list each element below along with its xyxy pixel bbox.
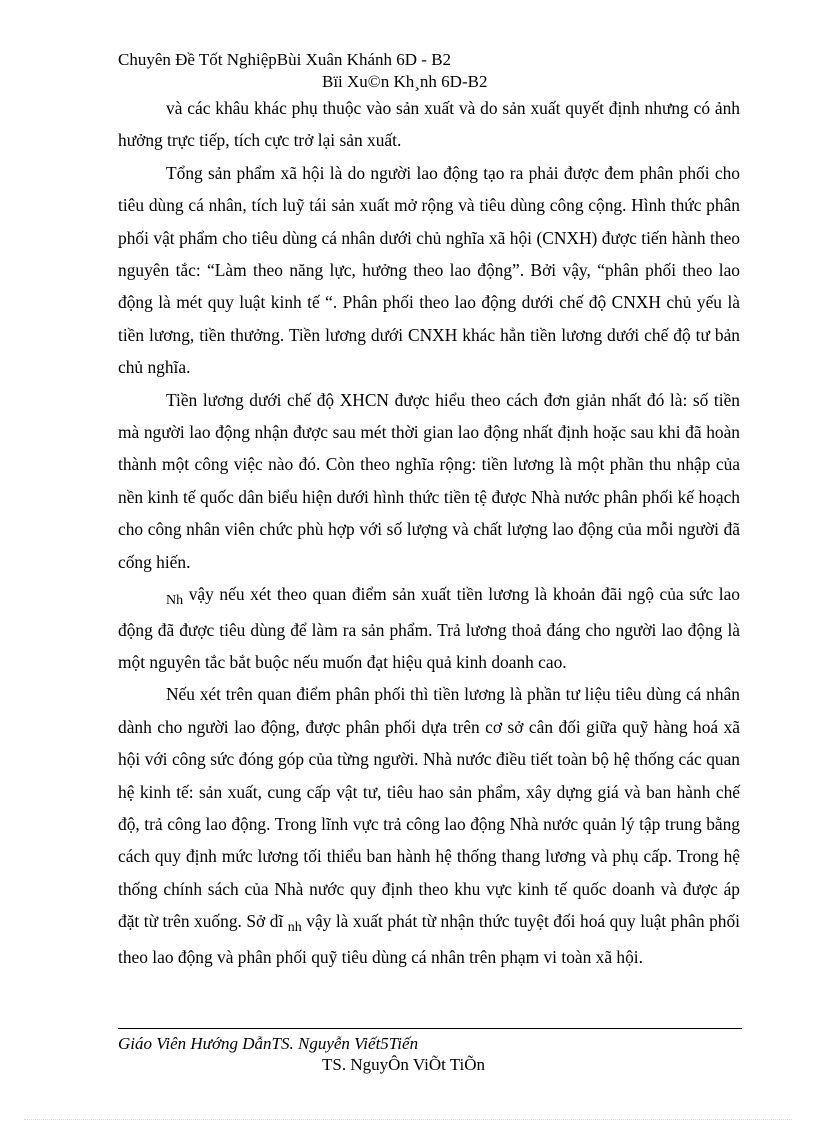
footer-divider bbox=[118, 1028, 742, 1029]
broken-glyph-fragment: nh bbox=[287, 920, 302, 936]
page-bottom-edge bbox=[24, 1119, 792, 1120]
page-footer: Giáo Viên Hướng DẫnTS. Nguyễn Viết5Tiến bbox=[118, 1034, 419, 1053]
paragraph-1: và các khâu khác phụ thuộc vào sản xuất và do sản xuất quyết định nhưng có ảnh hưởng trực tiếp, tích cực trở lại sản xuất. bbox=[118, 98, 740, 151]
paragraph-4 bbox=[118, 578, 740, 678]
page-footer-legacy-encoding: TS. NguyÔn ViÕt TiÕn bbox=[322, 1055, 486, 1074]
paragraph-4-text: vậy nếu xét theo quan điểm sản xuất tiền lương là khoản đãi ngộ của sức lao động đã được tiêu dùng để làm ra sản phẩm. Trả lương thoả đáng cho người lao động là một nguyên tắc bắt buộc nếu muốn đạt hiệu quả kinh doanh cao. bbox=[118, 584, 740, 672]
broken-glyph-fragment: Nh bbox=[166, 593, 184, 609]
document-body bbox=[118, 92, 740, 973]
paragraph-5-text-b: vậy là xuất phát từ nhận thức tuyệt đối hoá quy luật phân phối theo lao động và phân phối quỹ tiêu dùng cá nhân trên phạm vi toàn xã hội. bbox=[118, 911, 740, 967]
paragraph-3: Tiền lương dưới chế độ XHCN được hiểu theo cách đơn giản nhất đó là: số tiền mà người lao động nhận được sau mét thời gian lao động nhất định hoặc sau khi đã hoàn thành một công việc nào đó. Còn theo nghĩa rộng: tiền lương là một phần thu nhập của nền kinh tế quốc dân biểu hiện dưới hình thức tiền tệ được Nhà nước phân phối kế hoạch cho công nhân viên chức phù hợp với số lượng và chất lượng lao động của mỗi người đã cống hiến. bbox=[118, 389, 740, 572]
paragraph-5 bbox=[118, 678, 740, 973]
page-header: Chuyên Đề Tốt NghiệpBùi Xuân Khánh 6D - B2 bbox=[118, 50, 452, 69]
paragraph-5-text-a: Nếu xét trên quan điểm phân phối thì tiền lương là phần tư liệu tiêu dùng cá nhân dành cho người lao động, được phân phối dựa trên cơ sở cân đối giữa quỹ hàng hoá xã hội với công sức đóng góp của từng người. Nhà nước điều tiết toàn bộ hệ thống các quan hệ kinh tế: sản xuất, cung cấp vật tư, tiêu hao sản phẩm, xây dựng giá và ban hành chế độ, trả công lao động. Trong lĩnh vực trả công lao động Nhà nước quản lý tập trung bằng cách quy định mức lương tối thiểu ban hành hệ thống thang lương và phụ cấp. Trong hệ thống chính sách của Nhà nước quy định theo khu vực kinh tế quốc doanh và được áp đặt từ trên xuống. Sở dĩ bbox=[118, 684, 740, 932]
paragraph-2: Tổng sản phẩm xã hội là do người lao động tạo ra phải được đem phân phối cho tiêu dùng cá nhân, tích luỹ tái sản xuất mở rộng và tiêu dùng công cộng. Hình thức phân phối vật phẩm cho tiêu dùng cá nhân dưới chủ nghĩa xã hội (CNXH) được tiến hành theo nguyên tắc: “Làm theo năng lực, hưởng theo lao động”. Bởi vậy, “phân phối theo lao động là mét quy luật kinh tế “. Phân phối theo lao động dưới chế độ CNXH chủ yếu là tiền lương, tiền thưởng. Tiền lương dưới CNXH khác hẳn tiền lương dưới chế độ tư bản chủ nghĩa. bbox=[118, 162, 740, 378]
page-header-legacy-encoding: Bïi Xu©n Kh¸nh 6D-B2 bbox=[322, 72, 488, 91]
